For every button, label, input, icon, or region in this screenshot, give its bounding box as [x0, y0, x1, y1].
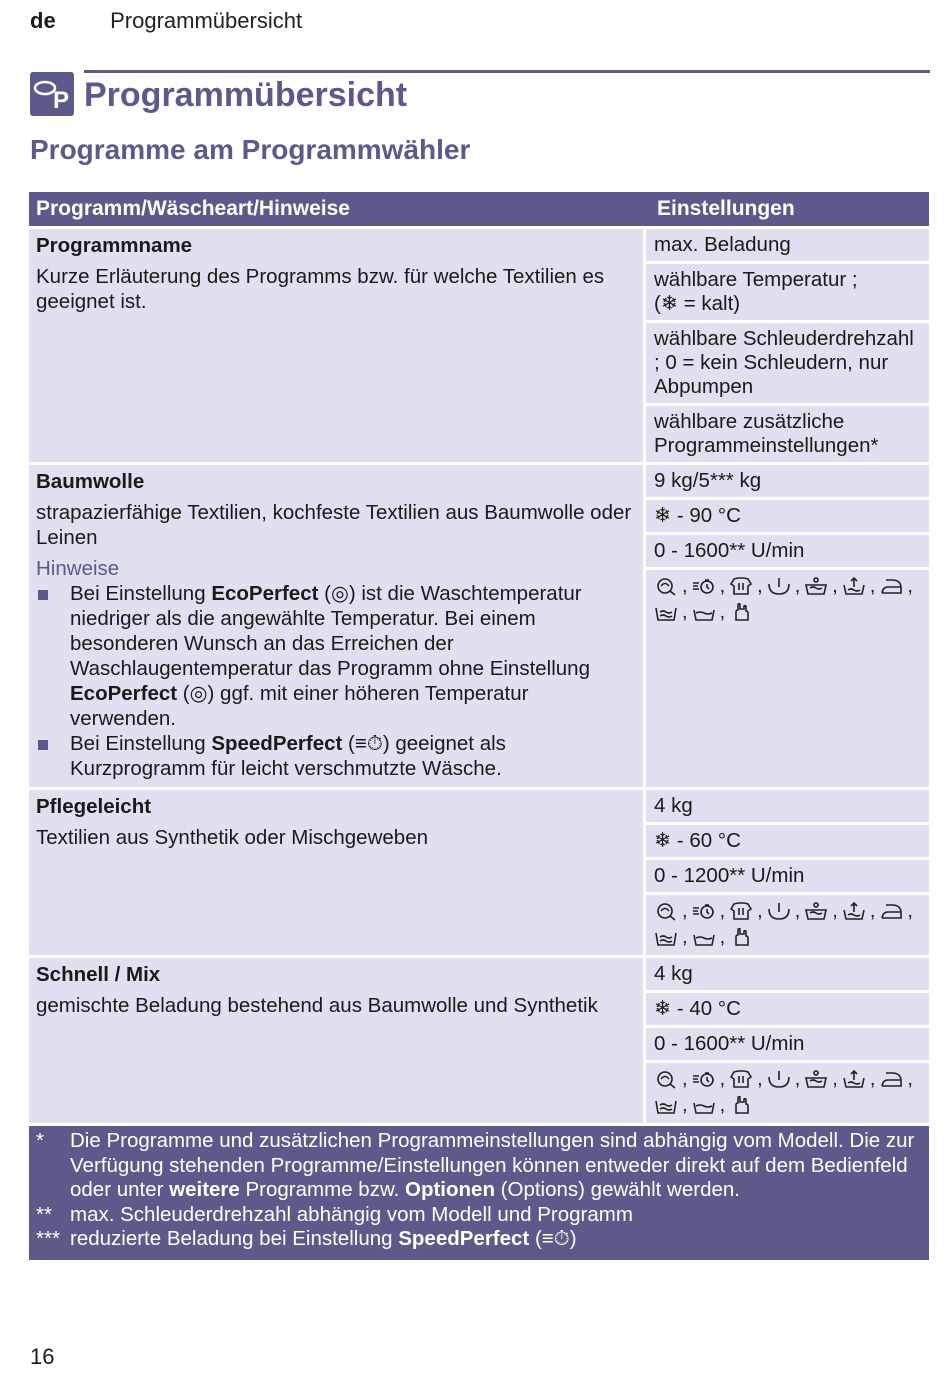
program-description	[29, 229, 643, 462]
spin-cell: 0 - 1600** U/min	[646, 1028, 929, 1060]
hand-icon	[729, 927, 753, 947]
footnote-1	[36, 1129, 922, 1203]
pre-wash-icon	[804, 576, 828, 596]
settings-column	[646, 465, 929, 787]
page-number: 16	[30, 1344, 55, 1369]
text: (≡⏱) geeignet als Kurzprogramm für leicht verschmutzte Wäsche.	[70, 732, 506, 780]
page-title: Programmübersicht	[84, 76, 408, 114]
temp-line-2: (❄ = kalt)	[654, 292, 741, 315]
footnote-text	[70, 1129, 922, 1203]
program-desc: Kurze Erläuterung des Programms bzw. für welche Textilien es geeignet ist.	[36, 265, 605, 313]
load-cell: max. Beladung	[646, 229, 929, 261]
hand-icon	[729, 1095, 753, 1115]
separator: ,	[832, 575, 838, 597]
extra-rinse-icon	[842, 576, 866, 596]
language-code: de	[30, 8, 56, 33]
footnote-2	[36, 1203, 922, 1228]
footnotes	[29, 1126, 929, 1260]
rinse-icon	[767, 576, 791, 596]
bullet-icon	[38, 590, 48, 600]
water-plus-icon	[654, 927, 678, 947]
water-plus-icon	[654, 602, 678, 622]
section-heading	[30, 70, 930, 118]
program-description	[29, 465, 643, 787]
speed-perfect-icon	[692, 1069, 716, 1089]
speed-perfect-icon	[692, 576, 716, 596]
eco-perfect-icon	[654, 901, 678, 921]
load-cell: 4 kg	[646, 958, 929, 990]
program-name: Schnell / Mix	[36, 963, 161, 986]
separator: ,	[682, 1068, 688, 1090]
shirt-icon	[729, 576, 753, 596]
footnote-mark: **	[36, 1202, 52, 1226]
iron-icon	[879, 576, 903, 596]
separator: ,	[869, 900, 876, 922]
text: (◎) ist die Waschtemperatur niedriger als die angewählte Temperatur. Bei einem besonderen Wunsch an das Erreichen der Waschlaugentemperatur das Programm ohne Einstellung	[70, 582, 590, 680]
separator: ,	[794, 900, 801, 922]
temp-cell: ❄ - 90 °C	[646, 500, 929, 532]
program-description	[29, 790, 643, 955]
bold-text: Optionen	[405, 1178, 495, 1201]
separator: ,	[869, 575, 876, 597]
text: (≡⏱)	[529, 1227, 577, 1250]
temp-cell: ❄ - 40 °C	[646, 993, 929, 1025]
speed-perfect-icon	[692, 901, 716, 921]
separator: ,	[719, 926, 726, 948]
text: Bei Einstellung	[70, 732, 212, 755]
table-row-baumwolle	[29, 465, 929, 787]
footnote-3	[36, 1227, 922, 1252]
program-name: Programmname	[36, 234, 193, 257]
separator: ,	[794, 575, 801, 597]
table-row-legend	[29, 229, 929, 462]
list-item	[36, 731, 636, 781]
temp-line-1: wählbare Temperatur ;	[654, 268, 858, 291]
separator: ,	[682, 926, 688, 948]
rinse-icon	[767, 901, 791, 921]
basin-icon	[692, 602, 716, 622]
program-name: Pflegeleicht	[36, 795, 152, 818]
table-header	[29, 192, 929, 226]
separator: ,	[719, 1094, 726, 1116]
hint-list	[36, 581, 636, 781]
hand-icon	[729, 602, 753, 622]
separator: ,	[794, 1068, 801, 1090]
shirt-icon	[729, 1069, 753, 1089]
list-item	[36, 581, 636, 731]
separator: ,	[832, 1068, 838, 1090]
extra-rinse-icon	[842, 1069, 866, 1089]
extra-rinse-icon	[842, 901, 866, 921]
bold-text: EcoPerfect	[70, 682, 178, 705]
table-row-pflegeleicht	[29, 790, 929, 955]
extra-cell: wählbare zusätzliche Programmeinstellungen*	[646, 406, 929, 462]
separator: ,	[719, 601, 726, 623]
program-name: Baumwolle	[36, 470, 145, 493]
load-cell: 4 kg	[646, 790, 929, 822]
basin-icon	[692, 1095, 716, 1115]
option-icons	[654, 899, 921, 949]
bold-text: SpeedPerfect	[398, 1227, 530, 1250]
option-icons	[654, 574, 921, 624]
text: reduzierte Beladung bei Einstellung	[70, 1227, 399, 1250]
program-table	[29, 192, 929, 1260]
iron-icon	[879, 1069, 903, 1089]
water-plus-icon	[654, 1095, 678, 1115]
footnote-text	[70, 1227, 577, 1252]
text: Die Programme und zusätzlichen Programmeinstellungen sind abhängig vom Modell. Die zur Verfügung stehenden Programme/Einstellungen können entweder direkt auf dem Bedienfeld oder unter	[70, 1129, 915, 1201]
footnote-mark: ***	[36, 1227, 60, 1250]
spin-cell: 0 - 1600** U/min	[646, 535, 929, 567]
text: (◎) ggf. mit einer höheren Temperatur verwenden.	[70, 682, 529, 730]
rinse-icon	[767, 1069, 791, 1089]
eco-perfect-icon	[654, 1069, 678, 1089]
separator: ,	[832, 900, 838, 922]
column-header-program: Programm/Wäscheart/Hinweise	[36, 197, 350, 220]
separator: ,	[682, 601, 688, 623]
footnote-mark: *	[36, 1129, 44, 1152]
text: (Options) gewählt werden.	[494, 1178, 740, 1201]
hint-heading: Hinweise	[36, 557, 120, 580]
table-row-schnell-mix	[29, 958, 929, 1123]
settings-column	[646, 229, 929, 462]
separator: ,	[757, 1068, 763, 1090]
page-header	[30, 8, 302, 34]
heading-rule	[84, 70, 930, 73]
options-cell	[646, 570, 929, 787]
pre-wash-icon	[804, 1069, 828, 1089]
separator: ,	[682, 1094, 688, 1116]
settings-column	[646, 790, 929, 955]
options-cell	[646, 895, 929, 955]
separator: ,	[757, 575, 763, 597]
separator: ,	[719, 900, 726, 922]
column-header-settings: Einstellungen	[657, 197, 795, 220]
separator: ,	[682, 575, 688, 597]
bullet-icon	[38, 740, 48, 750]
separator: ,	[907, 1068, 913, 1090]
options-cell	[646, 1063, 929, 1123]
shirt-icon	[729, 901, 753, 921]
text: Programme bzw.	[239, 1178, 406, 1201]
program-desc: Textilien aus Synthetik oder Mischgeweben	[36, 826, 428, 849]
basin-icon	[692, 927, 716, 947]
program-description	[29, 958, 643, 1123]
load-cell: 9 kg/5*** kg	[646, 465, 929, 497]
temp-cell	[646, 264, 929, 320]
page-subtitle: Programme am Programmwähler	[30, 134, 471, 165]
settings-column	[646, 958, 929, 1123]
separator: ,	[869, 1068, 876, 1090]
eco-perfect-icon	[654, 576, 678, 596]
svg-text:P: P	[53, 87, 70, 114]
bold-text: EcoPerfect	[211, 582, 319, 605]
bold-text: SpeedPerfect	[211, 732, 343, 755]
separator: ,	[907, 575, 913, 597]
bold-text: weitere	[169, 1178, 240, 1201]
separator: ,	[682, 900, 688, 922]
spin-cell: 0 - 1200** U/min	[646, 860, 929, 892]
separator: ,	[757, 900, 763, 922]
header-section: Programmübersicht	[110, 8, 303, 33]
program-desc: strapazierfähige Textilien, kochfeste Textilien aus Baumwolle oder Leinen	[36, 501, 632, 549]
iron-icon	[879, 901, 903, 921]
text: Bei Einstellung	[70, 582, 212, 605]
temp-cell: ❄ - 60 °C	[646, 825, 929, 857]
separator: ,	[719, 575, 726, 597]
option-icons	[654, 1067, 921, 1117]
footnote-text: max. Schleuderdrehzahl abhängig vom Modell und Programm	[70, 1202, 633, 1226]
separator: ,	[907, 900, 913, 922]
spin-cell: wählbare Schleuderdrehzahl ; 0 = kein Schleudern, nur Abpumpen	[646, 323, 929, 403]
program-overview-icon	[30, 72, 74, 116]
program-desc: gemischte Beladung bestehend aus Baumwolle und Synthetik	[36, 994, 598, 1017]
pre-wash-icon	[804, 901, 828, 921]
separator: ,	[719, 1068, 726, 1090]
